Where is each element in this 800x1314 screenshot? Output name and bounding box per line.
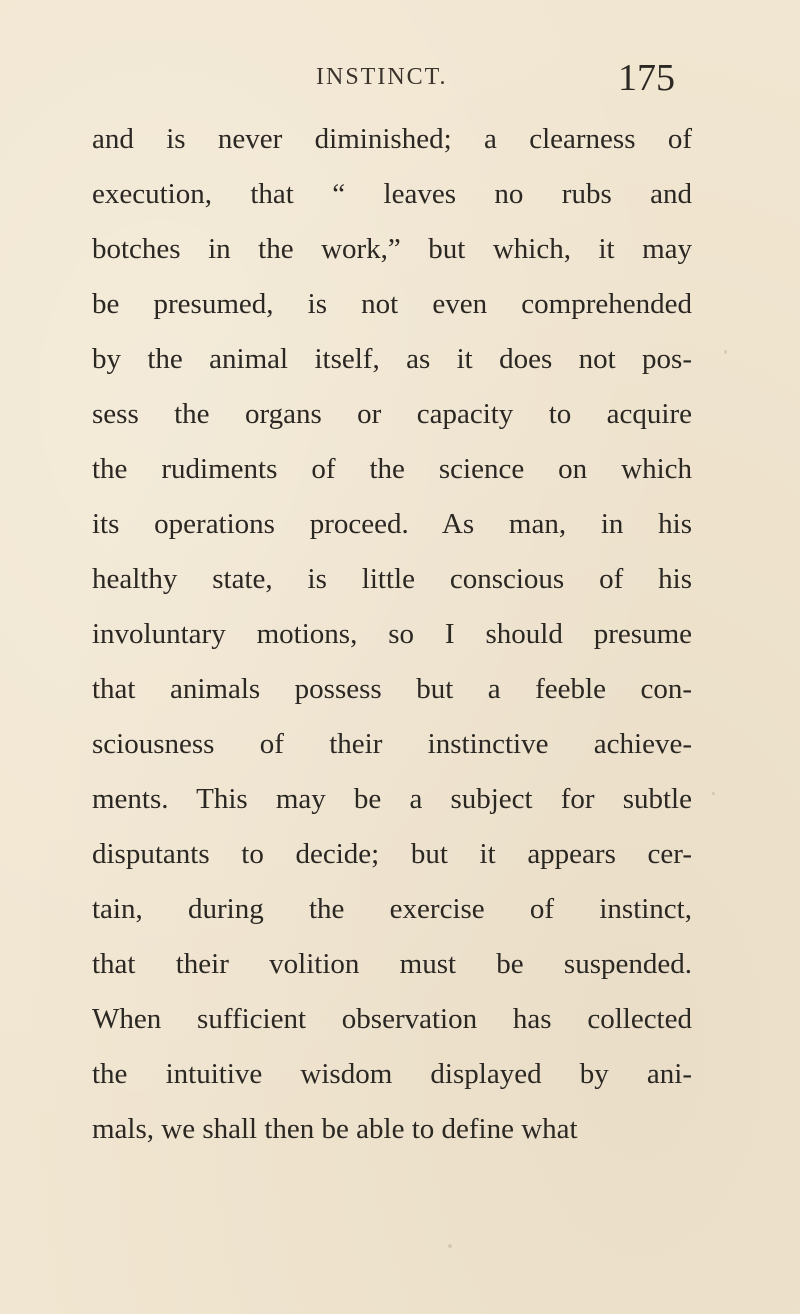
text-line: and is never diminished; a clearness of <box>92 123 692 155</box>
text-line: ments. This may be a subject for subtle <box>92 783 692 815</box>
text-line: the rudiments of the science on which <box>92 453 692 485</box>
text-line: be presumed, is not even comprehended <box>92 288 692 320</box>
text-line: its operations proceed. As man, in his <box>92 508 692 540</box>
text-line: When sufficient observation has collected <box>92 1003 692 1035</box>
text-line: healthy state, is little conscious of his <box>92 563 692 595</box>
paper-speck <box>724 350 727 354</box>
text-line: mals, we shall then be able to define what <box>92 1113 578 1145</box>
text-line: sess the organs or capacity to acquire <box>92 398 692 430</box>
text-line: involuntary motions, so I should presume <box>92 618 692 650</box>
paper-speck <box>712 792 715 795</box>
paper-speck <box>448 1244 452 1248</box>
running-head: INSTINCT. <box>316 64 448 90</box>
paper-speck <box>548 858 551 861</box>
text-line: botches in the work,” but which, it may <box>92 233 692 265</box>
text-line: execution, that “ leaves no rubs and <box>92 178 692 210</box>
text-line: sciousness of their instinctive achieve- <box>92 728 692 760</box>
body-text <box>92 112 692 1157</box>
text-line: that their volition must be suspended. <box>92 948 692 980</box>
page-number: 175 <box>618 57 675 99</box>
text-line: that animals possess but a feeble con- <box>92 673 692 705</box>
page-header <box>0 57 800 100</box>
text-line: disputants to decide; but it appears cer- <box>92 838 692 870</box>
text-line: tain, during the exercise of instinct, <box>92 893 692 925</box>
text-line: the intuitive wisdom displayed by ani- <box>92 1058 692 1090</box>
text-line: by the animal itself, as it does not pos- <box>92 343 692 375</box>
